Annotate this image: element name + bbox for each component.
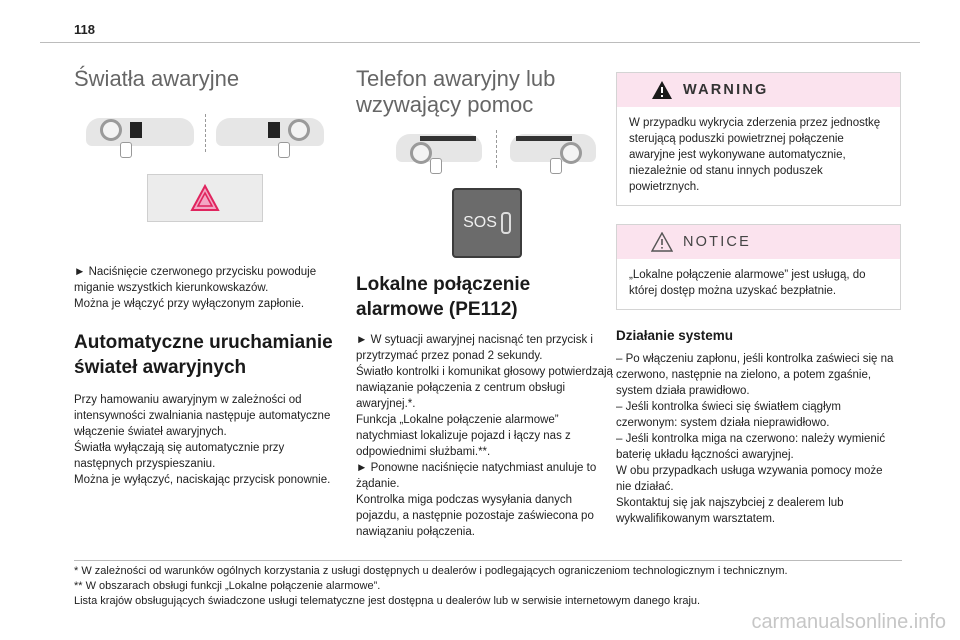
notice-header [617,225,900,259]
footnote-rule [74,560,902,561]
finger-icon [550,158,562,174]
illustration-divider [496,130,497,168]
sos-button-illustration [452,188,522,258]
auto-hazard-text: Przy hamowaniu awaryjnym w zależności od intensywności zwalniania następuje automatyczne włączenie świateł awaryjnych. Światła wyłączają się automatycznie przy następnych przyspieszaniu. Można je wyłączyć, naciskając przycisk ponownie. [74,394,331,486]
roof-console-illustration [396,128,596,180]
warning-triangle-icon [651,80,673,100]
column-emergency-call [356,66,618,540]
finger-icon [278,142,290,158]
warning-box [616,72,901,206]
local-emergency-call-title: Lokalne połączenie alarmowe (PE112) [356,274,531,320]
button-location-marker [130,122,142,138]
sos-label: SOS [463,214,497,231]
notice-box [616,224,901,310]
warning-label: WARNING [683,82,769,98]
finger-icon [430,158,442,174]
hazard-lights-title: Światła awaryjne [74,66,240,91]
system-operation-text: – Po włączeniu zapłonu, jeśli kontrolka zaświeci się na czerwono, następnie na zielono, a potem zgaśnie, system działa prawidłowo. – Jeśli kontrolka świeci się światłem ciągłym czerwonym: system działa nieprawidłowo. – Jeśli kontrolka miga na czerwono: należy wymienić baterię układu łączności awaryjnej. W obu przypadkach usługa wzywania pomocy może nie działać. Skontaktuj się jak najszybciej z dealerem lub wykwalifikowanym warsztatem. [616,353,894,525]
page-number: 118 [74,22,95,37]
emergency-call-title: Telefon awaryjny lub wzywający pomoc [356,66,556,117]
footnotes [74,564,914,609]
steering-wheel-icon [288,119,310,141]
dashboard-illustration [74,112,336,164]
notice-text: „Lokalne połączenie alarmowe” jest usługą, do której dostęp można uzyskać bezpłatnie. [629,269,866,297]
top-rule [40,42,920,43]
system-operation-title: Działanie systemu [616,328,734,343]
warning-text: W przypadku wykrycia zderzenia przez jednostkę sterującą poduszki powietrznej połączenie awaryjne jest wykonywane automatycznie, niezależnie od stanu innych poduszek powietrznych. [629,117,881,193]
button-location-marker [268,122,280,138]
column-warnings [616,72,901,527]
hazard-triangle-icon [190,184,220,212]
notice-label: NOTICE [683,234,751,250]
roof-console-marker [516,136,572,141]
hazard-lights-instruction: ► Naciśnięcie czerwonego przycisku powoduje miganie wszystkich kierunkowskazów. Można je włączyć przy wyłączonym zapłonie. [74,266,317,310]
watermark: carmanualsonline.info [751,611,946,633]
footnote-2: ** W obszarach obsługi funkcji „Lokalne połączenie alarmowe”. [74,580,381,592]
illustration-divider [205,114,206,152]
footnote-1: * W zależności od warunków ogólnych korzystania z usługi dostępnych u dealerów i podlegających ograniczeniom technologicznym i technicznym. [74,565,788,577]
dashboard-left-hand-drive [86,118,194,146]
hazard-button-illustration [147,174,263,222]
roof-console-marker [420,136,476,141]
notice-triangle-icon [651,232,673,252]
steering-wheel-icon [410,142,432,164]
dashboard-right-hand-drive [216,118,324,146]
steering-wheel-icon [100,119,122,141]
warning-header [617,73,900,107]
finger-icon [120,142,132,158]
auto-hazard-title: Automatyczne uruchamianie świateł awaryjnych [74,332,333,378]
local-emergency-call-text: ► W sytuacji awaryjnej nacisnąć ten przycisk i przytrzymać przez ponad 2 sekundy. Światło kontrolki i komunikat głosowy potwierdzają nawiązanie połączenia z centrum obsługi awaryjnej.*. Funkcja „Lokalne połączenie alarmowe” natychmiast lokalizuje pojazd i łączy nas z odpowiednimi służbami.**. ► Ponowne naciśnięcie natychmiast anuluje to żądanie. Kontrolka miga podczas wysyłania danych pojazdu, a następnie pozostaje zaświecona po nawiązaniu połączenia. [356,334,613,538]
steering-wheel-icon [560,142,582,164]
sos-indicator-icon [501,212,511,234]
column-hazard-lights [74,66,336,488]
footnote-3: Lista krajów obsługujących świadczone usługi telematyczne jest dostępna u dealerów lub w serwisie internetowym danego kraju. [74,595,701,607]
